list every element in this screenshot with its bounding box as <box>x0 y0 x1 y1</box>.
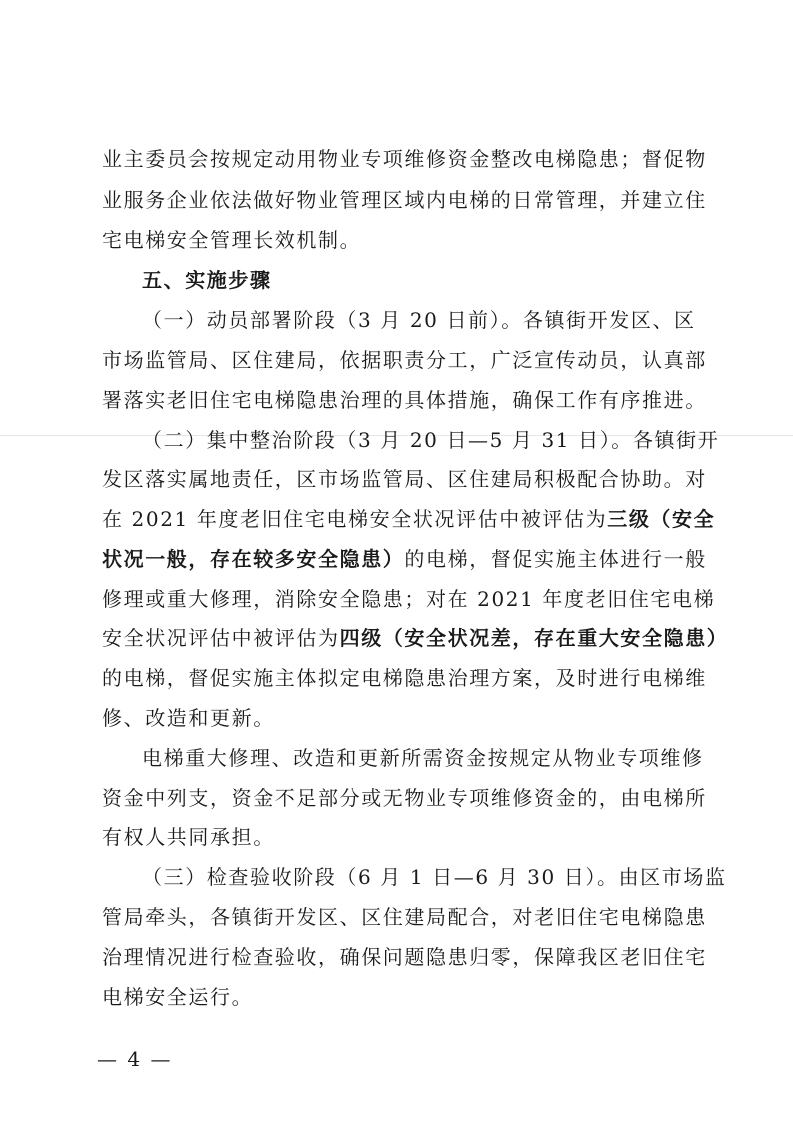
body-line: 业服务企业依法做好物业管理区域内电梯的日常管理，并建立住 <box>102 188 707 212</box>
body-line <box>102 545 707 573</box>
bold-text: 三级（安全 <box>607 507 716 531</box>
body-line: 资金中列支，资金不足部分或无物业专项维修资金的，由电梯所 <box>102 786 707 810</box>
body-line: 电梯安全运行。 <box>102 985 254 1009</box>
body-line: （二）集中整治阶段（3 月 20 日—5 月 31 日）。各镇街开 <box>142 428 720 452</box>
bold-text: 状况一般，存在较多安全隐患） <box>102 547 405 571</box>
bold-text: 四级（安全状况差，存在重大安全隐患） <box>339 626 729 650</box>
body-line: 市场监管局、区住建局，依据职责分工，广泛宣传动员，认真部 <box>102 348 707 372</box>
body-line: 修理或重大修理，消除安全隐患；对在 2021 年度老旧住宅电梯 <box>102 587 716 611</box>
body-text: 的电梯，督促实施主体进行一般 <box>404 547 707 571</box>
page-number: — 4 — <box>97 1047 173 1071</box>
body-line <box>102 505 716 533</box>
body-line: 有权人共同承担。 <box>102 825 275 849</box>
body-text: 在 2021 年度老旧住宅电梯安全状况评估中被评估为 <box>102 507 608 531</box>
body-line: 宅电梯安全管理长效机制。 <box>102 228 362 252</box>
body-line: 发区落实属地责任，区市场监管局、区住建局积极配合协助。对 <box>102 467 707 491</box>
body-line: 的电梯，督促实施主体拟定电梯隐患治理方案，及时进行电梯维 <box>102 666 707 690</box>
body-line: （一）动员部署阶段（3 月 20 日前）。各镇街开发区、区 <box>142 308 696 332</box>
section-heading: 五、实施步骤 <box>142 268 272 292</box>
body-line: 署落实老旧住宅电梯隐患治理的具体措施，确保工作有序推进。 <box>102 388 707 412</box>
body-line: （三）检查验收阶段（6 月 1 日—6 月 30 日）。由区市场监 <box>142 865 727 889</box>
body-line: 业主委员会按规定动用物业专项维修资金整改电梯隐患；督促物 <box>102 147 707 171</box>
body-line: 电梯重大修理、改造和更新所需资金按规定从物业专项维修 <box>142 746 704 770</box>
body-line <box>102 624 729 652</box>
body-line: 管局牵头，各镇街开发区、区住建局配合，对老旧住宅电梯隐患 <box>102 905 707 929</box>
body-line: 治理情况进行检查验收，确保问题隐患归零，保障我区老旧住宅 <box>102 945 707 969</box>
body-line: 修、改造和更新。 <box>102 706 275 730</box>
body-text: 安全状况评估中被评估为 <box>102 626 340 650</box>
